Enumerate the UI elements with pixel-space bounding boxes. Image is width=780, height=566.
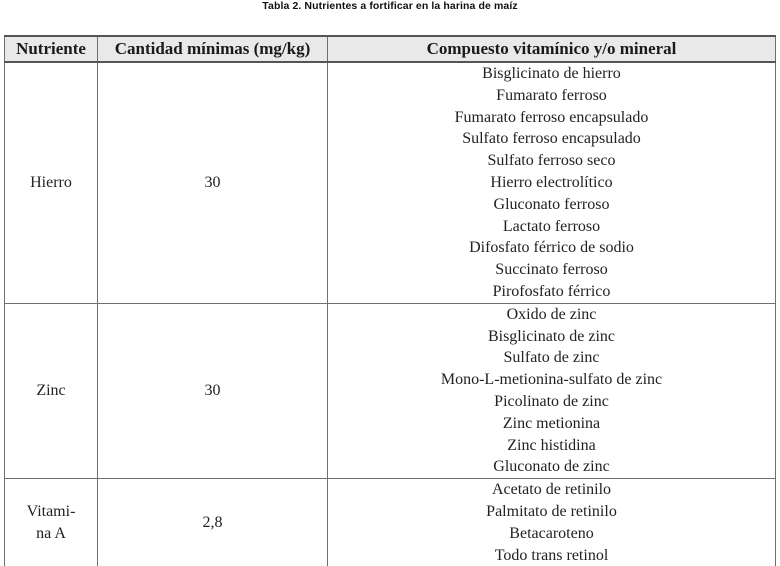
table-row-zinc xyxy=(5,303,776,478)
compound-item: Picolinato de zinc xyxy=(494,392,609,410)
table-header-row xyxy=(5,36,776,62)
table-row-vitamina-a xyxy=(5,479,776,566)
compound-item: Hierro electrolítico xyxy=(490,173,613,191)
nutrients-table xyxy=(4,35,776,566)
cell-nutriente: Zinc xyxy=(5,303,98,478)
compound-item: Zinc histidina xyxy=(507,436,596,454)
compound-item: Acetato de retinilo xyxy=(491,481,612,499)
compound-item: Pirofosfato férrico xyxy=(492,282,611,300)
compound-item: Todo trans retinol xyxy=(494,546,609,564)
cell-nutriente xyxy=(5,479,98,566)
nutriente-line: Vitami- xyxy=(26,502,76,520)
compound-item: Fumarato ferroso xyxy=(496,86,607,104)
compound-item: Bisglicinato de zinc xyxy=(487,327,616,345)
compound-item: Gluconato de zinc xyxy=(493,458,610,476)
compound-item: Difosfato férrico de sodio xyxy=(469,239,634,257)
table-row-hierro xyxy=(5,62,776,303)
compound-item: Sulfato ferroso seco xyxy=(487,152,616,170)
compound-item: Bisglicinato de hierro xyxy=(482,65,621,82)
cell-nutriente: Hierro xyxy=(5,62,98,303)
compound-item: Oxido de zinc xyxy=(506,305,597,323)
compound-item: Gluconato ferroso xyxy=(493,195,610,213)
cell-compuestos xyxy=(328,303,776,478)
cell-cantidad: 2,8 xyxy=(98,479,328,566)
compound-item: Fumarato ferroso encapsulado xyxy=(454,108,649,126)
cell-compuestos xyxy=(328,479,776,566)
header-compuesto: Compuesto vitamínico y/o mineral xyxy=(328,36,776,62)
compound-item: Zinc metionina xyxy=(502,414,601,432)
cell-cantidad: 30 xyxy=(98,62,328,303)
header-nutriente: Nutriente xyxy=(5,36,98,62)
compound-item: Sulfato de zinc xyxy=(503,349,600,367)
table-caption: Tabla 2. Nutrientes a fortificar en la harina de maíz xyxy=(262,0,518,12)
nutriente-line: na A xyxy=(36,524,66,542)
compound-item: Succinato ferroso xyxy=(495,261,608,279)
cell-cantidad: 30 xyxy=(98,303,328,478)
header-cantidad: Cantidad mínimas (mg/kg) xyxy=(98,36,328,62)
compound-item: Betacaroteno xyxy=(509,524,594,542)
compound-item: Lactato ferroso xyxy=(502,217,601,235)
compound-item: Sulfato ferroso encapsulado xyxy=(462,130,641,148)
cell-compuestos xyxy=(328,62,776,303)
compound-item: Palmitato de retinilo xyxy=(486,502,617,520)
compound-item: Mono-L-metionina-sulfato de zinc xyxy=(440,371,663,389)
